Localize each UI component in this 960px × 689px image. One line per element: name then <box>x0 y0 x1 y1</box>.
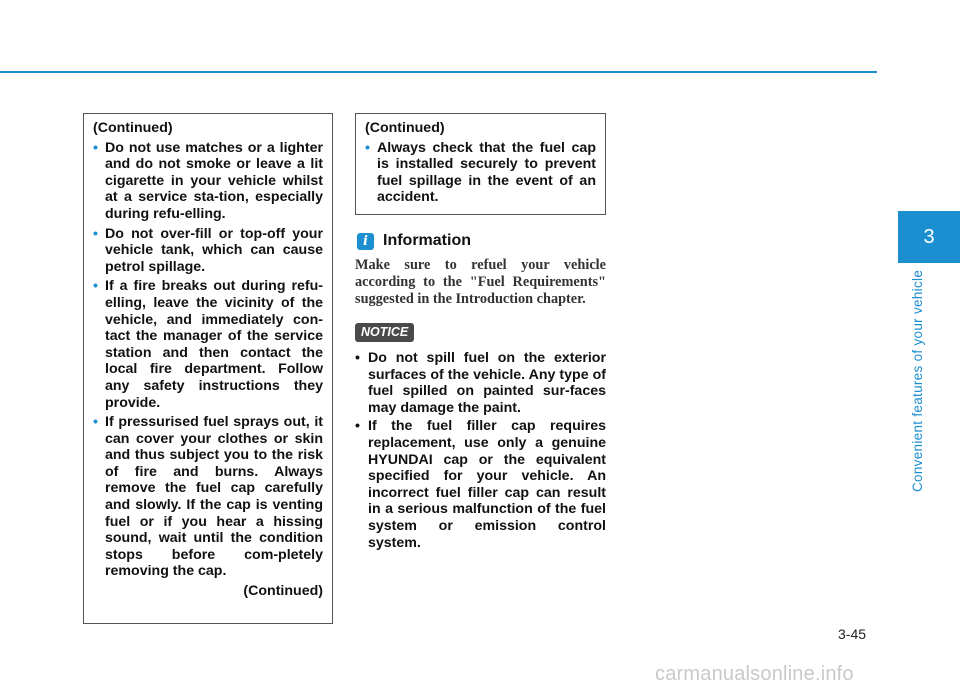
information-text: Make sure to refuel your vehicle according to the "Fuel Requirements" suggested in the Introduction chapter. <box>355 257 606 308</box>
notice-item: • Do not spill fuel on the exterior surfaces of the vehicle. Any type of fuel spilled on painted sur-faces may damage the paint. <box>355 350 606 416</box>
bullet-icon: • <box>93 139 98 156</box>
bullet-icon: • <box>355 350 360 366</box>
page-number: 3-45 <box>838 626 867 642</box>
continued-label: (Continued) <box>93 120 173 136</box>
warning-item: • If a fire breaks out during refu-elling, leave the vicinity of the vehicle, and immediately con-tact the manager of the service station and then contact the local fire department. Follow any safety instructions they provide. <box>93 278 323 411</box>
information-title: Information <box>383 232 471 249</box>
warning-list <box>93 140 323 580</box>
information-heading <box>357 230 471 252</box>
warning-item: • If pressurised fuel sprays out, it can cover your clothes or skin and thus subject you to the risk of fire and burns. Always remove the fuel cap carefully and slowly. If the cap is venting fuel or if you hear a hissing sound, wait until the condition stops before com-pletely removing the cap. <box>93 414 323 580</box>
notice-badge: NOTICE <box>355 323 414 342</box>
warning-list <box>365 140 596 206</box>
warning-box-continued <box>83 113 333 624</box>
bullet-icon: • <box>93 414 98 431</box>
notice-item: • If the fuel filler cap requires replacement, use only a genuine HYUNDAI cap or the equivalent specified for your vehicle. An incorrect fuel filler cap can result in a serious malfunction of the fuel system or emission control system. <box>355 418 606 551</box>
bullet-icon: • <box>355 418 360 435</box>
info-icon: i <box>357 233 374 250</box>
chapter-title: Convenient features of your vehicle <box>910 269 925 492</box>
bullet-icon: • <box>93 278 98 295</box>
warning-item: • Do not use matches or a lighter and do not smoke or leave a lit cigarette in your vehicle whilst at a service sta-tion, especially during refu-elling. <box>93 139 323 222</box>
notice-list <box>355 350 606 553</box>
watermark: carmanualsonline.info <box>655 663 854 685</box>
chapter-tab: 3 <box>898 211 960 263</box>
warning-item: • Do not over-fill or top-off your vehicle tank, which can cause petrol spillage. <box>93 225 323 275</box>
continued-label: (Continued) <box>365 120 445 136</box>
header-rule <box>0 71 877 73</box>
continued-label-bottom: (Continued) <box>243 583 323 600</box>
warning-box-right <box>355 113 606 215</box>
bullet-icon: • <box>365 139 370 156</box>
bullet-icon: • <box>93 225 98 242</box>
warning-item: • Always check that the fuel cap is installed securely to prevent fuel spillage in the event of an accident. <box>365 139 596 206</box>
